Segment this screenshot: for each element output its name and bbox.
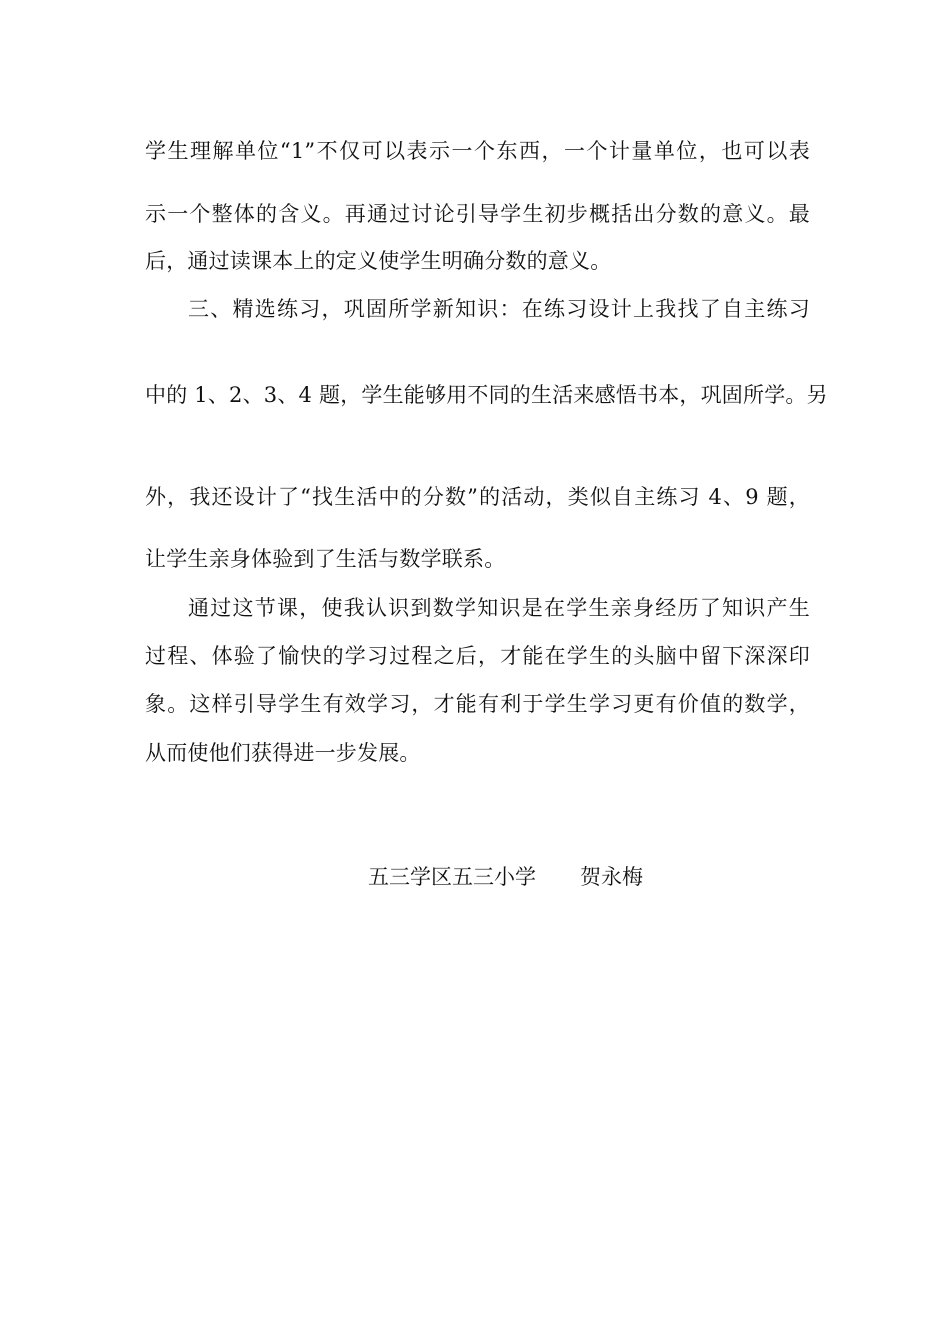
paragraph-line-5: 中的 1、2、3、4 题，学生能够用不同的生活来感悟书本，巩固所学。另	[145, 383, 828, 407]
paragraph-line-7: 让学生亲身体验到了生活与数学联系。	[145, 547, 506, 571]
signature	[368, 862, 643, 892]
signature-school: 五三学区五三小学	[368, 865, 536, 889]
paragraph-line-8: 通过这节课，使我认识到数学知识是在学生亲身经历了知识产生	[188, 596, 810, 620]
paragraph-line-4: 三、精选练习，巩固所学新知识：在练习设计上我找了自主练习	[188, 297, 810, 321]
paragraph-line-3: 后，通过读课本上的定义使学生明确分数的意义。	[145, 249, 612, 273]
paragraph-line-11: 从而使他们获得进一步发展。	[145, 741, 421, 765]
paragraph-line-10: 象。这样引导学生有效学习，才能有利于学生学习更有价值的数学，	[145, 692, 810, 716]
paragraph-line-9: 过程、体验了愉快的学习过程之后，才能在学生的头脑中留下深深印	[145, 644, 810, 668]
paragraph-line-6: 外，我还设计了“找生活中的分数”的活动，类似自主练习 4、9 题，	[145, 485, 810, 509]
signature-author: 贺永梅	[580, 865, 643, 889]
paragraph-line-1: 学生理解单位“1”不仅可以表示一个东西，一个计量单位，也可以表	[145, 139, 810, 163]
paragraph-line-2: 示一个整体的含义。再通过讨论引导学生初步概括出分数的意义。最	[145, 202, 810, 226]
